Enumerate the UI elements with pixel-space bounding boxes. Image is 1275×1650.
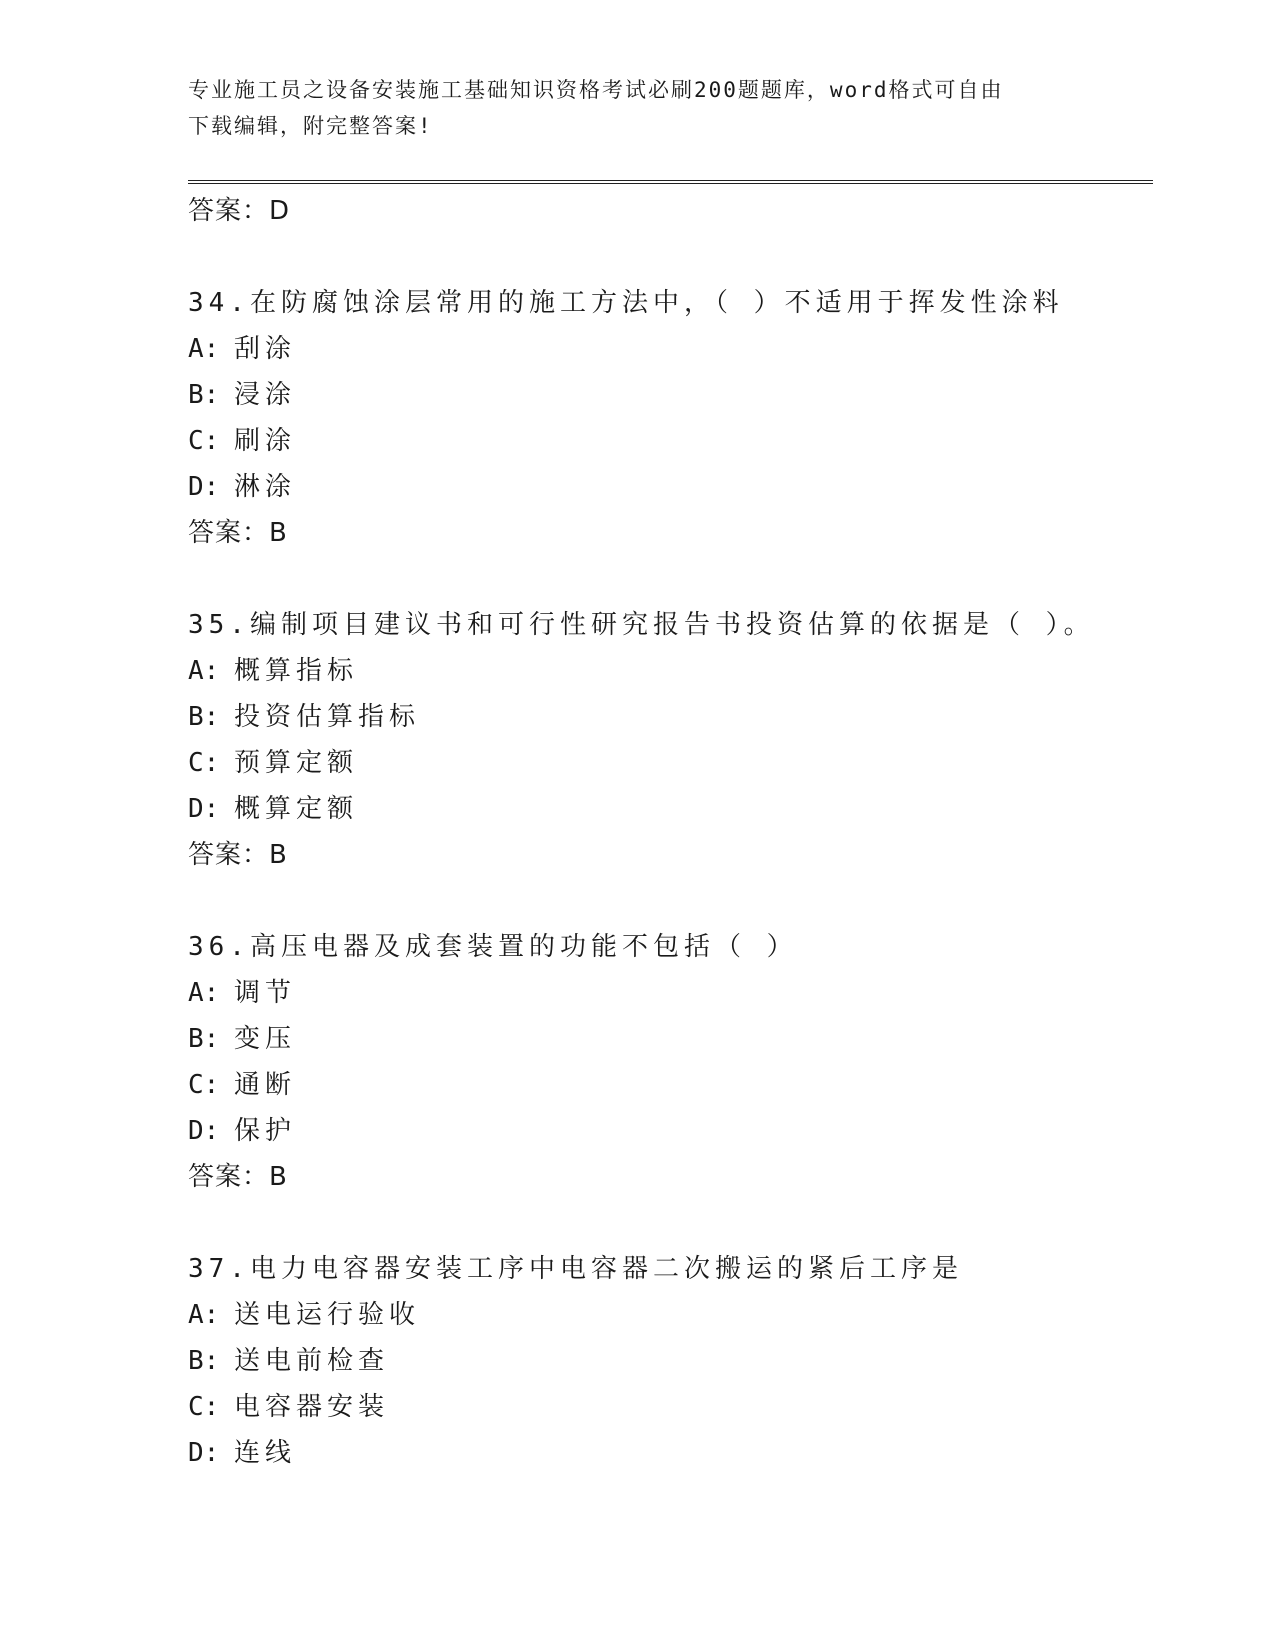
header-title-line2: 下载编辑，附完整答案! <box>188 114 433 138</box>
answer-line <box>188 188 1153 234</box>
option-key: A: <box>188 978 220 1008</box>
header-divider <box>188 180 1153 184</box>
option-text: 送电运行验收 <box>234 1300 421 1330</box>
question-text: 34.在防腐蚀涂层常用的施工方法中，（ ）不适用于挥发性涂料 <box>188 288 1064 318</box>
answer-value: B <box>269 518 288 548</box>
option-c <box>188 418 1153 464</box>
option-text: 预算定额 <box>234 748 359 778</box>
question-text: 37.电力电容器安装工序中电容器二次搬运的紧后工序是 <box>188 1254 963 1284</box>
option-key: D: <box>188 1116 220 1146</box>
option-b <box>188 694 1153 740</box>
answer-value: B <box>269 1162 288 1192</box>
option-key: B: <box>188 1346 220 1376</box>
question-list <box>188 188 1153 1476</box>
question-text: 35.编制项目建议书和可行性研究报告书投资估算的依据是（ ）。 <box>188 610 1095 640</box>
question-block <box>188 1246 1153 1476</box>
option-key: D: <box>188 794 220 824</box>
option-key: B: <box>188 380 220 410</box>
option-text: 淋涂 <box>234 472 297 502</box>
option-key: A: <box>188 656 220 686</box>
option-key: D: <box>188 1438 220 1468</box>
option-a <box>188 326 1153 372</box>
option-a <box>188 1292 1153 1338</box>
question-block <box>188 924 1153 1200</box>
answer-label: 答案： <box>188 196 270 226</box>
answer-line <box>188 1154 1153 1200</box>
option-text: 电容器安装 <box>234 1392 390 1422</box>
answer-label: 答案： <box>188 1162 270 1192</box>
option-text: 连线 <box>234 1438 297 1468</box>
option-key: A: <box>188 1300 220 1330</box>
option-text: 变压 <box>234 1024 297 1054</box>
option-text: 保护 <box>234 1116 297 1146</box>
question-block <box>188 602 1153 878</box>
answer-value: B <box>269 840 288 870</box>
option-key: C: <box>188 748 220 778</box>
option-key: A: <box>188 334 220 364</box>
option-text: 投资估算指标 <box>234 702 421 732</box>
option-d <box>188 464 1153 510</box>
option-key: C: <box>188 426 220 456</box>
answer-label: 答案： <box>188 840 270 870</box>
option-text: 浸涂 <box>234 380 297 410</box>
answer-line <box>188 832 1153 878</box>
document-header <box>188 72 1088 144</box>
option-text: 调节 <box>234 978 297 1008</box>
option-b <box>188 1016 1153 1062</box>
option-c <box>188 740 1153 786</box>
option-a <box>188 648 1153 694</box>
option-d <box>188 786 1153 832</box>
option-c <box>188 1384 1153 1430</box>
option-text: 概算定额 <box>234 794 359 824</box>
option-key: C: <box>188 1392 220 1422</box>
answer-line <box>188 510 1153 556</box>
option-d <box>188 1108 1153 1154</box>
question-block <box>188 280 1153 556</box>
option-key: B: <box>188 1024 220 1054</box>
header-title-line1: 专业施工员之设备安装施工基础知识资格考试必刷200题题库，word格式可自由 <box>188 78 1004 102</box>
option-text: 送电前检查 <box>234 1346 390 1376</box>
option-text: 通断 <box>234 1070 297 1100</box>
option-key: B: <box>188 702 220 732</box>
answer-label: 答案： <box>188 518 270 548</box>
option-text: 刷涂 <box>234 426 297 456</box>
option-key: C: <box>188 1070 220 1100</box>
option-c <box>188 1062 1153 1108</box>
option-b <box>188 372 1153 418</box>
question-text: 36.高压电器及成套装置的功能不包括（ ） <box>188 932 798 962</box>
answer-value: D <box>269 196 291 226</box>
option-text: 刮涂 <box>234 334 297 364</box>
option-b <box>188 1338 1153 1384</box>
option-d <box>188 1430 1153 1476</box>
option-text: 概算指标 <box>234 656 359 686</box>
option-key: D: <box>188 472 220 502</box>
option-a <box>188 970 1153 1016</box>
